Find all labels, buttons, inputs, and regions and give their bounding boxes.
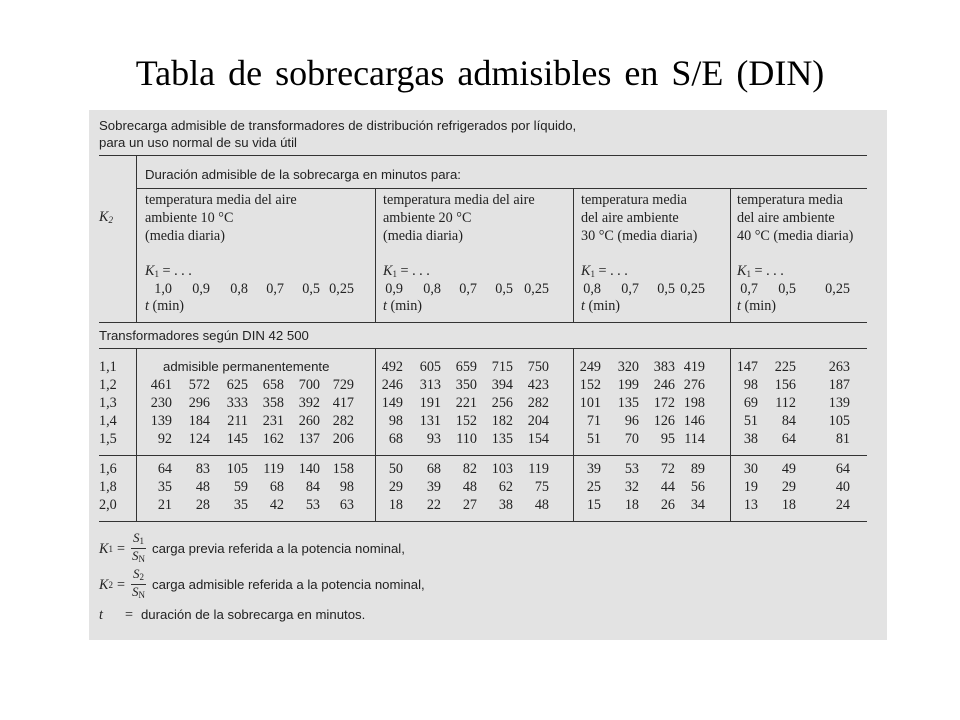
group-4-desc-line: temperatura media [737,192,843,208]
rule-under-duration [136,188,867,189]
legend-text: carga previa referida a la potencia nominal, [151,540,405,556]
k1-value: 1,0 [154,281,172,297]
table-cell: 137 [298,431,320,447]
table-cell: 394 [491,377,513,393]
table-cell: 64 [781,431,796,447]
table-cell: 149 [381,395,403,411]
table-cell: 68 [426,461,441,477]
group-2-desc-line: temperatura media del aire [383,192,535,208]
rule-under-header [99,322,867,323]
k2-value: 2,0 [99,497,117,513]
table-cell: 93 [426,431,441,447]
k2-row-label [99,497,133,513]
table-cell: 182 [491,413,513,429]
table-cell: 81 [835,431,850,447]
table-cell: 68 [269,479,284,495]
table-cell: 51 [743,413,758,429]
table-cell: 49 [781,461,796,477]
table-cell: 184 [188,413,210,429]
table-cell: 139 [150,413,172,429]
table-cell: 187 [828,377,850,393]
rule-mid-body [99,455,867,456]
table-cell: 56 [690,479,705,495]
table-cell: 750 [527,359,549,375]
table-cell: 246 [381,377,403,393]
table-cell: 625 [226,377,248,393]
legend-text: carga admisible referida a la potencia nominal, [151,576,425,592]
table-cell: 263 [828,359,850,375]
table-cell: 256 [491,395,513,411]
table-cell: 260 [298,413,320,429]
k2-value: 1,8 [99,479,117,495]
k2-row-label [99,395,133,411]
table-cell: 152 [455,413,477,429]
table-row-g1 [136,479,366,495]
table-caption-line-1: Sobrecarga admisible de transformadores de distribución refrigerados por líquido, [99,118,577,133]
k2-value: 1,5 [99,431,117,447]
group-4-desc-line: del aire ambiente [737,210,835,226]
table-cell: 135 [617,395,639,411]
table-row-g4 [730,377,960,393]
table-cell: 51 [586,431,601,447]
table-cell: 39 [586,461,601,477]
table-cell: 34 [690,497,705,513]
table-cell: 276 [683,377,705,393]
k2-row-label [99,431,133,447]
table-cell: 50 [388,461,403,477]
table-cell: 59 [233,479,248,495]
table-cell: 53 [305,497,320,513]
table-cell: 320 [617,359,639,375]
table-cell: 95 [660,431,675,447]
k1-value: 0,5 [302,281,320,297]
group-3-desc-line: 30 °C (media diaria) [581,228,698,244]
table-cell: 204 [527,413,549,429]
table-cell: 124 [188,431,210,447]
table-cell: 29 [781,479,796,495]
table-row-g2 [375,497,605,513]
table-cell: 147 [736,359,758,375]
table-cell: 38 [743,431,758,447]
group-3-k1-label: $K_1$ = . . . [581,263,628,279]
table-cell: 105 [828,413,850,429]
table-cell: 131 [419,413,441,429]
table-cell: 18 [388,497,403,513]
table-cell: 98 [388,413,403,429]
table-row-g1 [136,497,366,513]
k1-value: 0,5 [495,281,513,297]
table-cell: 206 [332,431,354,447]
table-cell: 230 [150,395,172,411]
table-cell: 92 [157,431,172,447]
group-3-desc-line: temperatura media [581,192,687,208]
table-cell: 313 [419,377,441,393]
table-cell: 82 [462,461,477,477]
rule-g3-g4-head [730,188,731,322]
table-cell: 162 [262,431,284,447]
k2-row-label [99,461,133,477]
table-cell: 18 [624,497,639,513]
table-cell: 199 [617,377,639,393]
legend-text: duración de la sobrecarga en minutos. [140,607,366,622]
table-cell: 103 [491,461,513,477]
table-row-g4 [730,413,960,429]
table-row-g2 [375,395,605,411]
table-cell: 249 [579,359,601,375]
table-cell: 64 [157,461,172,477]
table-cell: 119 [263,461,284,477]
table-row-g2 [375,377,605,393]
group-2-desc-line: ambiente 20 °C [383,210,472,226]
k1-value: 0,25 [329,281,354,297]
table-caption-line-2: para un uso normal de su vida útil [99,135,297,150]
table-row-g2 [375,479,605,495]
table-cell: 225 [774,359,796,375]
section-label: Transformadores según DIN 42 500 [99,328,309,343]
table-row-g2 [375,431,605,447]
table-row-g2 [375,413,605,429]
table-cell: 156 [774,377,796,393]
group-1-desc-line: ambiente 10 °C [145,210,234,226]
table-cell: 98 [339,479,354,495]
table-row-g4 [730,359,960,375]
k2-row-label [99,359,133,375]
table-cell: 231 [262,413,284,429]
table-cell: 13 [743,497,758,513]
table-cell: 112 [775,395,796,411]
table-cell: 18 [781,497,796,513]
table-cell: 461 [150,377,172,393]
k1-value: 0,5 [778,281,796,297]
table-cell: 98 [743,377,758,393]
k2-header: $K_2$ [99,209,113,225]
k2-value: 1,2 [99,377,117,393]
table-cell: 35 [233,497,248,513]
rule-under-section [99,348,867,349]
table-cell: 35 [157,479,172,495]
table-cell: 24 [835,497,850,513]
table-cell: 22 [426,497,441,513]
group-4-k1-label: $K_1$ = . . . [737,263,784,279]
group-3-time-label: t (min) [581,298,621,314]
k2-value: 1,3 [99,395,117,411]
k1-value: 0,5 [657,281,675,297]
k1-value: 0,25 [524,281,549,297]
table-cell: 419 [683,359,705,375]
group-1-k1-label: $K_1$ = . . . [145,263,192,279]
table-cell: 71 [586,413,601,429]
table-cell: 358 [262,395,284,411]
table-cell: 492 [381,359,403,375]
k1-value: 0,9 [192,281,210,297]
table-cell: 44 [660,479,675,495]
table-cell: 198 [683,395,705,411]
table-cell: 29 [388,479,403,495]
table-row-g1 [136,413,366,429]
group-2-k1-values [375,281,605,297]
table-cell: 15 [586,497,601,513]
group-1-desc-line: temperatura media del aire [145,192,297,208]
table-cell: 139 [828,395,850,411]
table-cell: 417 [332,395,354,411]
group-1-time-label: t (min) [145,298,185,314]
group-2-time-label: t (min) [383,298,423,314]
k1-value: 0,25 [680,281,705,297]
table-cell: 154 [527,431,549,447]
overload-table-scan [89,110,887,640]
table-cell: 48 [534,497,549,513]
table-row-g1 [136,377,366,393]
table-cell: 40 [835,479,850,495]
table-cell: 135 [491,431,513,447]
table-row-g4 [730,497,960,513]
table-row-g4 [730,395,960,411]
table-cell: 296 [188,395,210,411]
table-cell: 221 [455,395,477,411]
legend-item-3: t = duración de la sobrecarga en minutos. [99,607,366,623]
legend-item-2: K 2 = $\frac{S_2}{S_N}$ carga admisible referida a la potencia nominal, [99,566,425,600]
table-cell: 715 [491,359,513,375]
table-cell: 191 [419,395,441,411]
k1-value: 0,7 [266,281,284,297]
table-cell: 19 [743,479,758,495]
table-cell: 70 [624,431,639,447]
table-cell: 25 [586,479,601,495]
k1-value: 0,7 [459,281,477,297]
table-cell: 62 [498,479,513,495]
table-cell: 26 [660,497,675,513]
slide-title: Tabla de sobrecargas admisibles en S/E (DIN) [135,53,825,93]
rule-g2-g3-head [573,188,574,322]
table-cell: 84 [305,479,320,495]
table-cell: 53 [624,461,639,477]
group-3-desc-line: del aire ambiente [581,210,679,226]
table-cell: 333 [226,395,248,411]
k1-value: 0,25 [825,281,850,297]
table-row-g4 [730,479,960,495]
table-cell: 84 [781,413,796,429]
table-cell: 282 [527,395,549,411]
group-2-desc-line: (media diaria) [383,228,463,244]
k1-value: 0,8 [583,281,601,297]
table-cell: 21 [157,497,172,513]
table-cell: 152 [579,377,601,393]
k2-row-label [99,479,133,495]
rule-top [99,155,867,156]
table-cell: 246 [653,377,675,393]
k2-row-label [99,377,133,393]
rule-g1-g2-head [375,188,376,322]
duration-header: Duración admisible de la sobrecarga en minutos para: [145,167,461,182]
table-cell: 48 [462,479,477,495]
group-2-k1-label: $K_1$ = . . . [383,263,430,279]
table-cell: 28 [195,497,210,513]
table-row-g2 [375,461,605,477]
table-cell: 700 [298,377,320,393]
table-cell: 729 [332,377,354,393]
table-cell: 48 [195,479,210,495]
table-cell: 659 [455,359,477,375]
k2-value: 1,1 [99,359,117,375]
permanent-note: admisible permanentemente [163,359,330,374]
table-cell: 572 [188,377,210,393]
table-cell: 105 [226,461,248,477]
table-cell: 96 [624,413,639,429]
table-cell: 72 [660,461,675,477]
table-cell: 39 [426,479,441,495]
table-cell: 211 [227,413,248,429]
table-cell: 158 [332,461,354,477]
table-cell: 30 [743,461,758,477]
table-row-g1 [136,431,366,447]
k1-value: 0,7 [740,281,758,297]
table-cell: 68 [388,431,403,447]
table-cell: 392 [298,395,320,411]
group-4-time-label: t (min) [737,298,777,314]
table-cell: 605 [419,359,441,375]
table-cell: 42 [269,497,284,513]
table-cell: 32 [624,479,639,495]
table-cell: 101 [579,395,601,411]
table-row-g4 [730,461,960,477]
table-cell: 146 [683,413,705,429]
legend-item-1: K 1 = $\frac{S_1}{S_N}$ carga previa referida a la potencia nominal, [99,530,405,564]
table-cell: 38 [498,497,513,513]
table-cell: 140 [298,461,320,477]
rule-bottom-body [99,521,867,522]
k2-row-label [99,413,133,429]
table-cell: 658 [262,377,284,393]
table-cell: 89 [690,461,705,477]
table-cell: 75 [534,479,549,495]
table-row-g1 [136,461,366,477]
group-1-k1-values [136,281,366,297]
group-1-desc-line: (media diaria) [145,228,225,244]
table-cell: 282 [332,413,354,429]
table-cell: 145 [226,431,248,447]
table-cell: 350 [455,377,477,393]
table-row-g4 [730,431,960,447]
k2-value: 1,4 [99,413,117,429]
k1-value: 0,9 [385,281,403,297]
table-cell: 27 [462,497,477,513]
group-4-desc-line: 40 °C (media diaria) [737,228,854,244]
table-cell: 126 [653,413,675,429]
table-row-g2 [375,359,605,375]
table-cell: 383 [653,359,675,375]
k2-value: 1,6 [99,461,117,477]
table-cell: 63 [339,497,354,513]
k1-value: 0,7 [621,281,639,297]
table-cell: 110 [456,431,477,447]
k1-value: 0,8 [423,281,441,297]
table-cell: 83 [195,461,210,477]
table-cell: 119 [528,461,549,477]
table-cell: 114 [684,431,705,447]
table-cell: 172 [653,395,675,411]
table-cell: 64 [835,461,850,477]
table-cell: 423 [527,377,549,393]
group-4-k1-values [730,281,960,297]
table-cell: 69 [743,395,758,411]
k1-value: 0,8 [230,281,248,297]
table-row-g1 [136,395,366,411]
